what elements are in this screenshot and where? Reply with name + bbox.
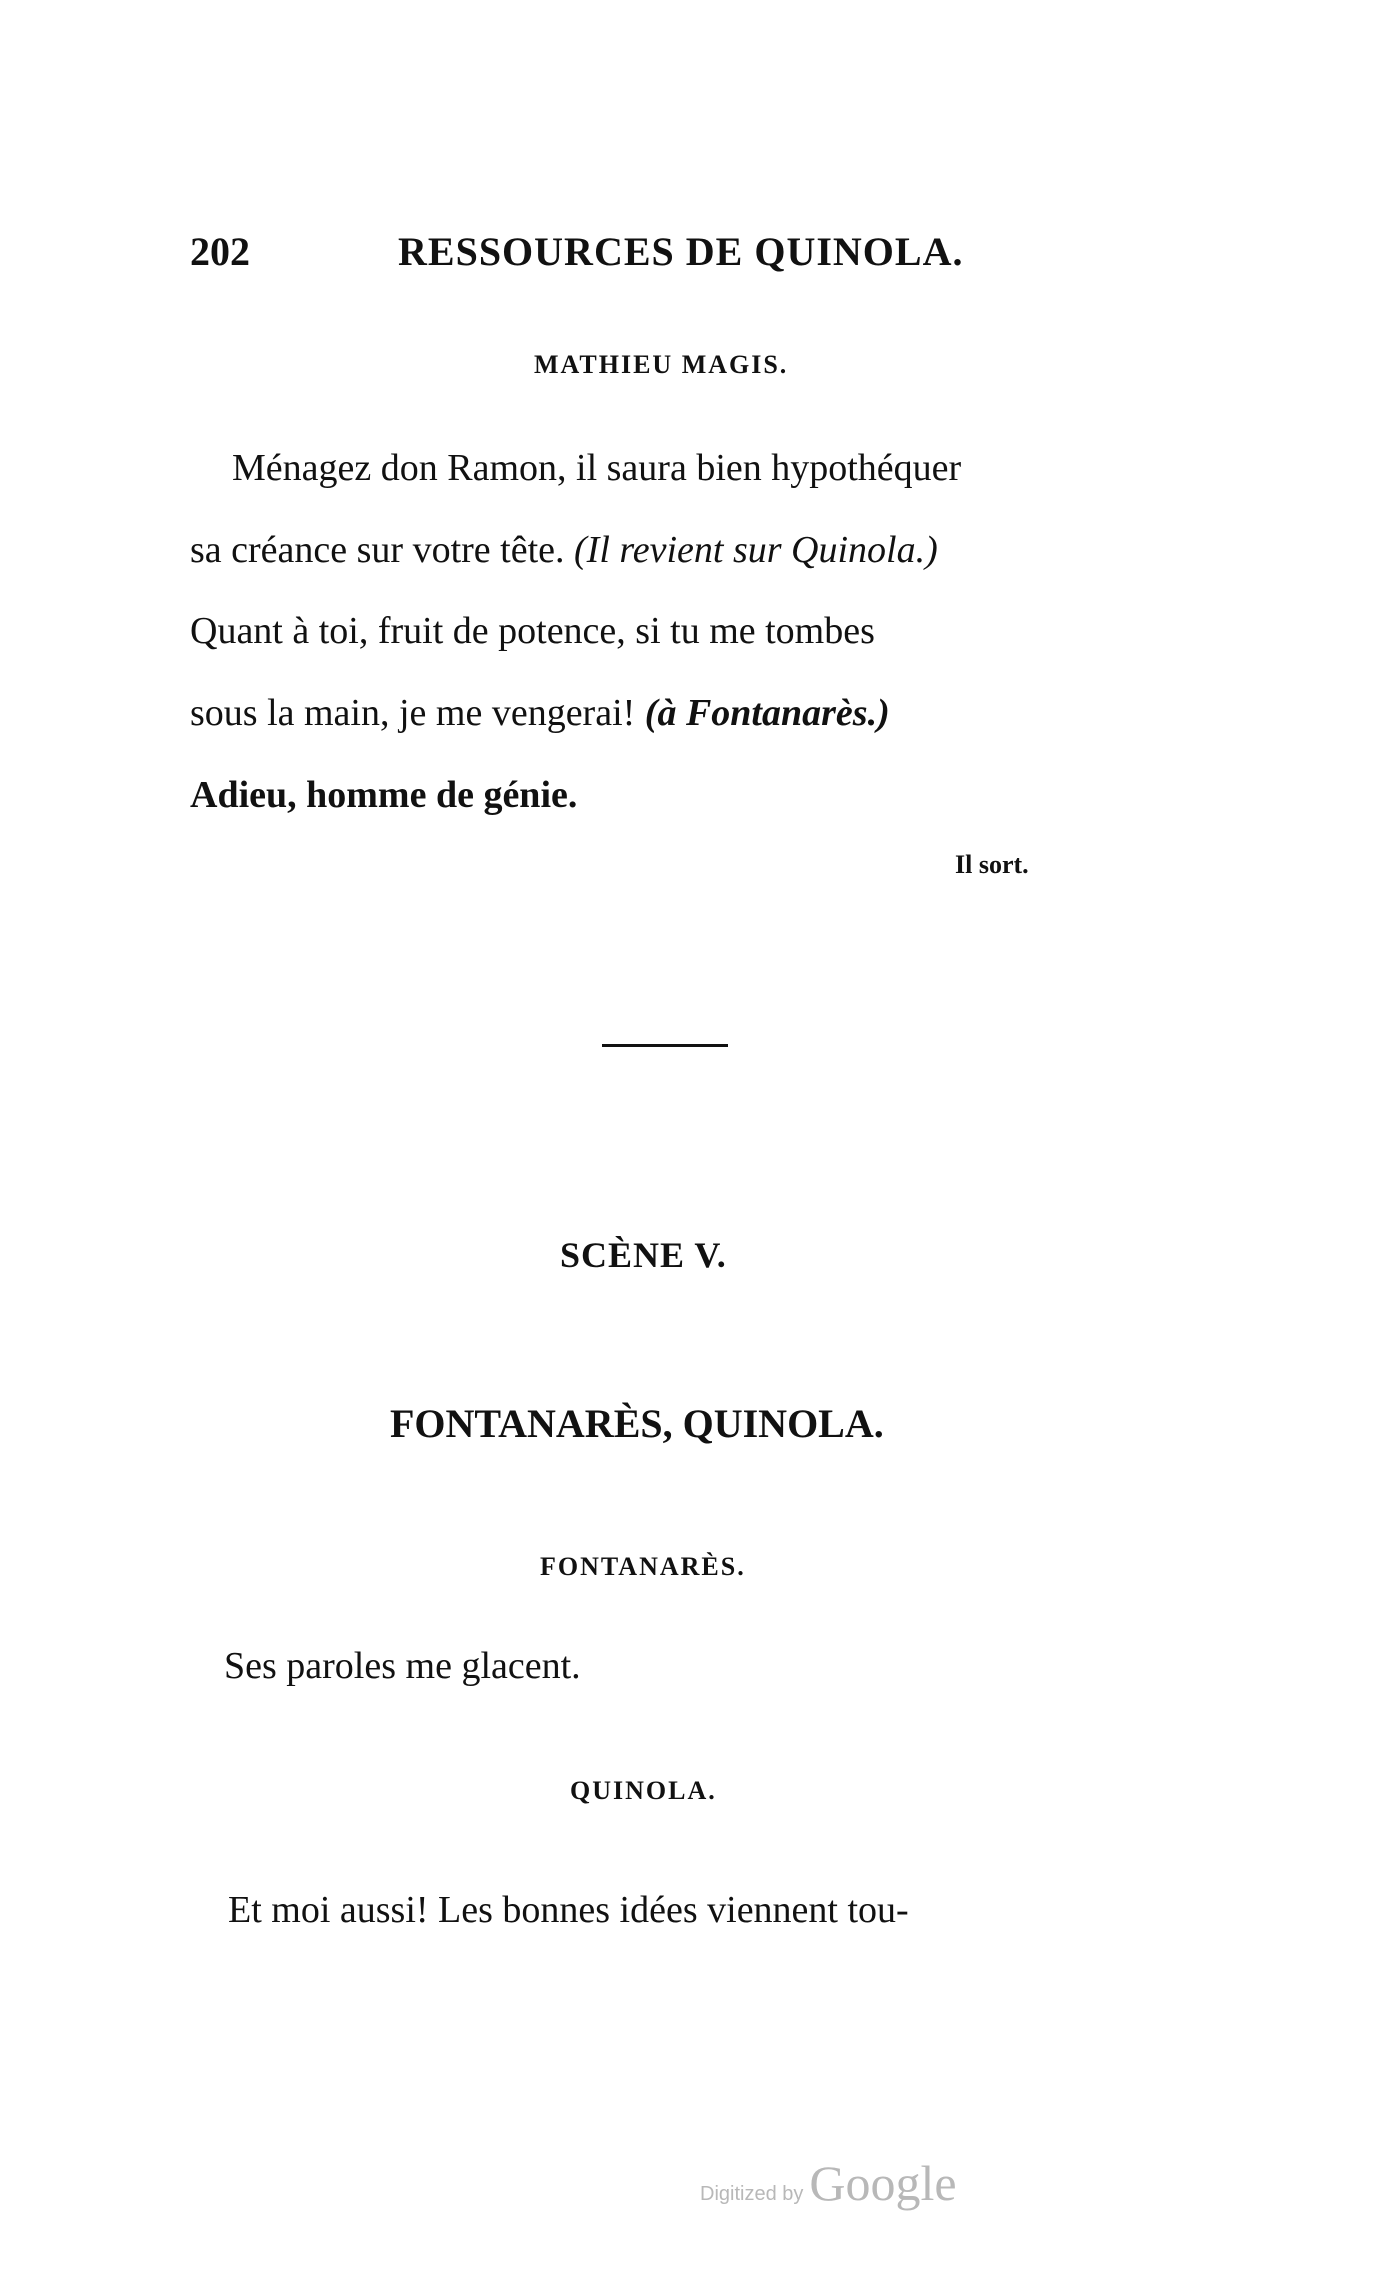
speech-line-4-text: sous la main, je me vengerai! [190,692,636,734]
speech-line-5: Adieu, homme de génie. [190,774,578,816]
section-divider [602,1044,728,1047]
stage-direction-fontanares: (à Fontanarès.) [644,692,890,734]
watermark-prefix: Digitized by [700,2183,804,2205]
speaker-quinola: QUINOLA. [570,1776,717,1805]
speaker-fontanares: FONTANARÈS. [540,1552,746,1581]
speech-line-2-text: sa créance sur votre tête. [190,529,565,571]
stage-direction-revient: (Il revient sur Quinola.) [574,529,938,571]
speech-line-3: Quant à toi, fruit de potence, si tu me tombes [190,610,875,652]
speech-line-1: Ménagez don Ramon, il saura bien hypothéquer [232,447,962,489]
page-number: 202 [190,229,250,274]
scene-heading: SCÈNE V. [560,1235,727,1275]
speech-line-4 [190,691,890,735]
speech-fontanares-line: Ses paroles me glacent. [224,1645,581,1687]
google-logo: Google [809,2155,957,2211]
stage-direction-exit: Il sort. [955,850,1029,879]
speech-quinola-line: Et moi aussi! Les bonnes idées viennent tou- [228,1889,909,1931]
scene-characters: FONTANARÈS, QUINOLA. [390,1401,884,1446]
running-title: RESSOURCES DE QUINOLA. [398,229,964,274]
speech-line-2 [190,528,938,572]
google-watermark [700,2154,957,2212]
speaker-mathieu-magis: MATHIEU MAGIS. [534,350,789,379]
